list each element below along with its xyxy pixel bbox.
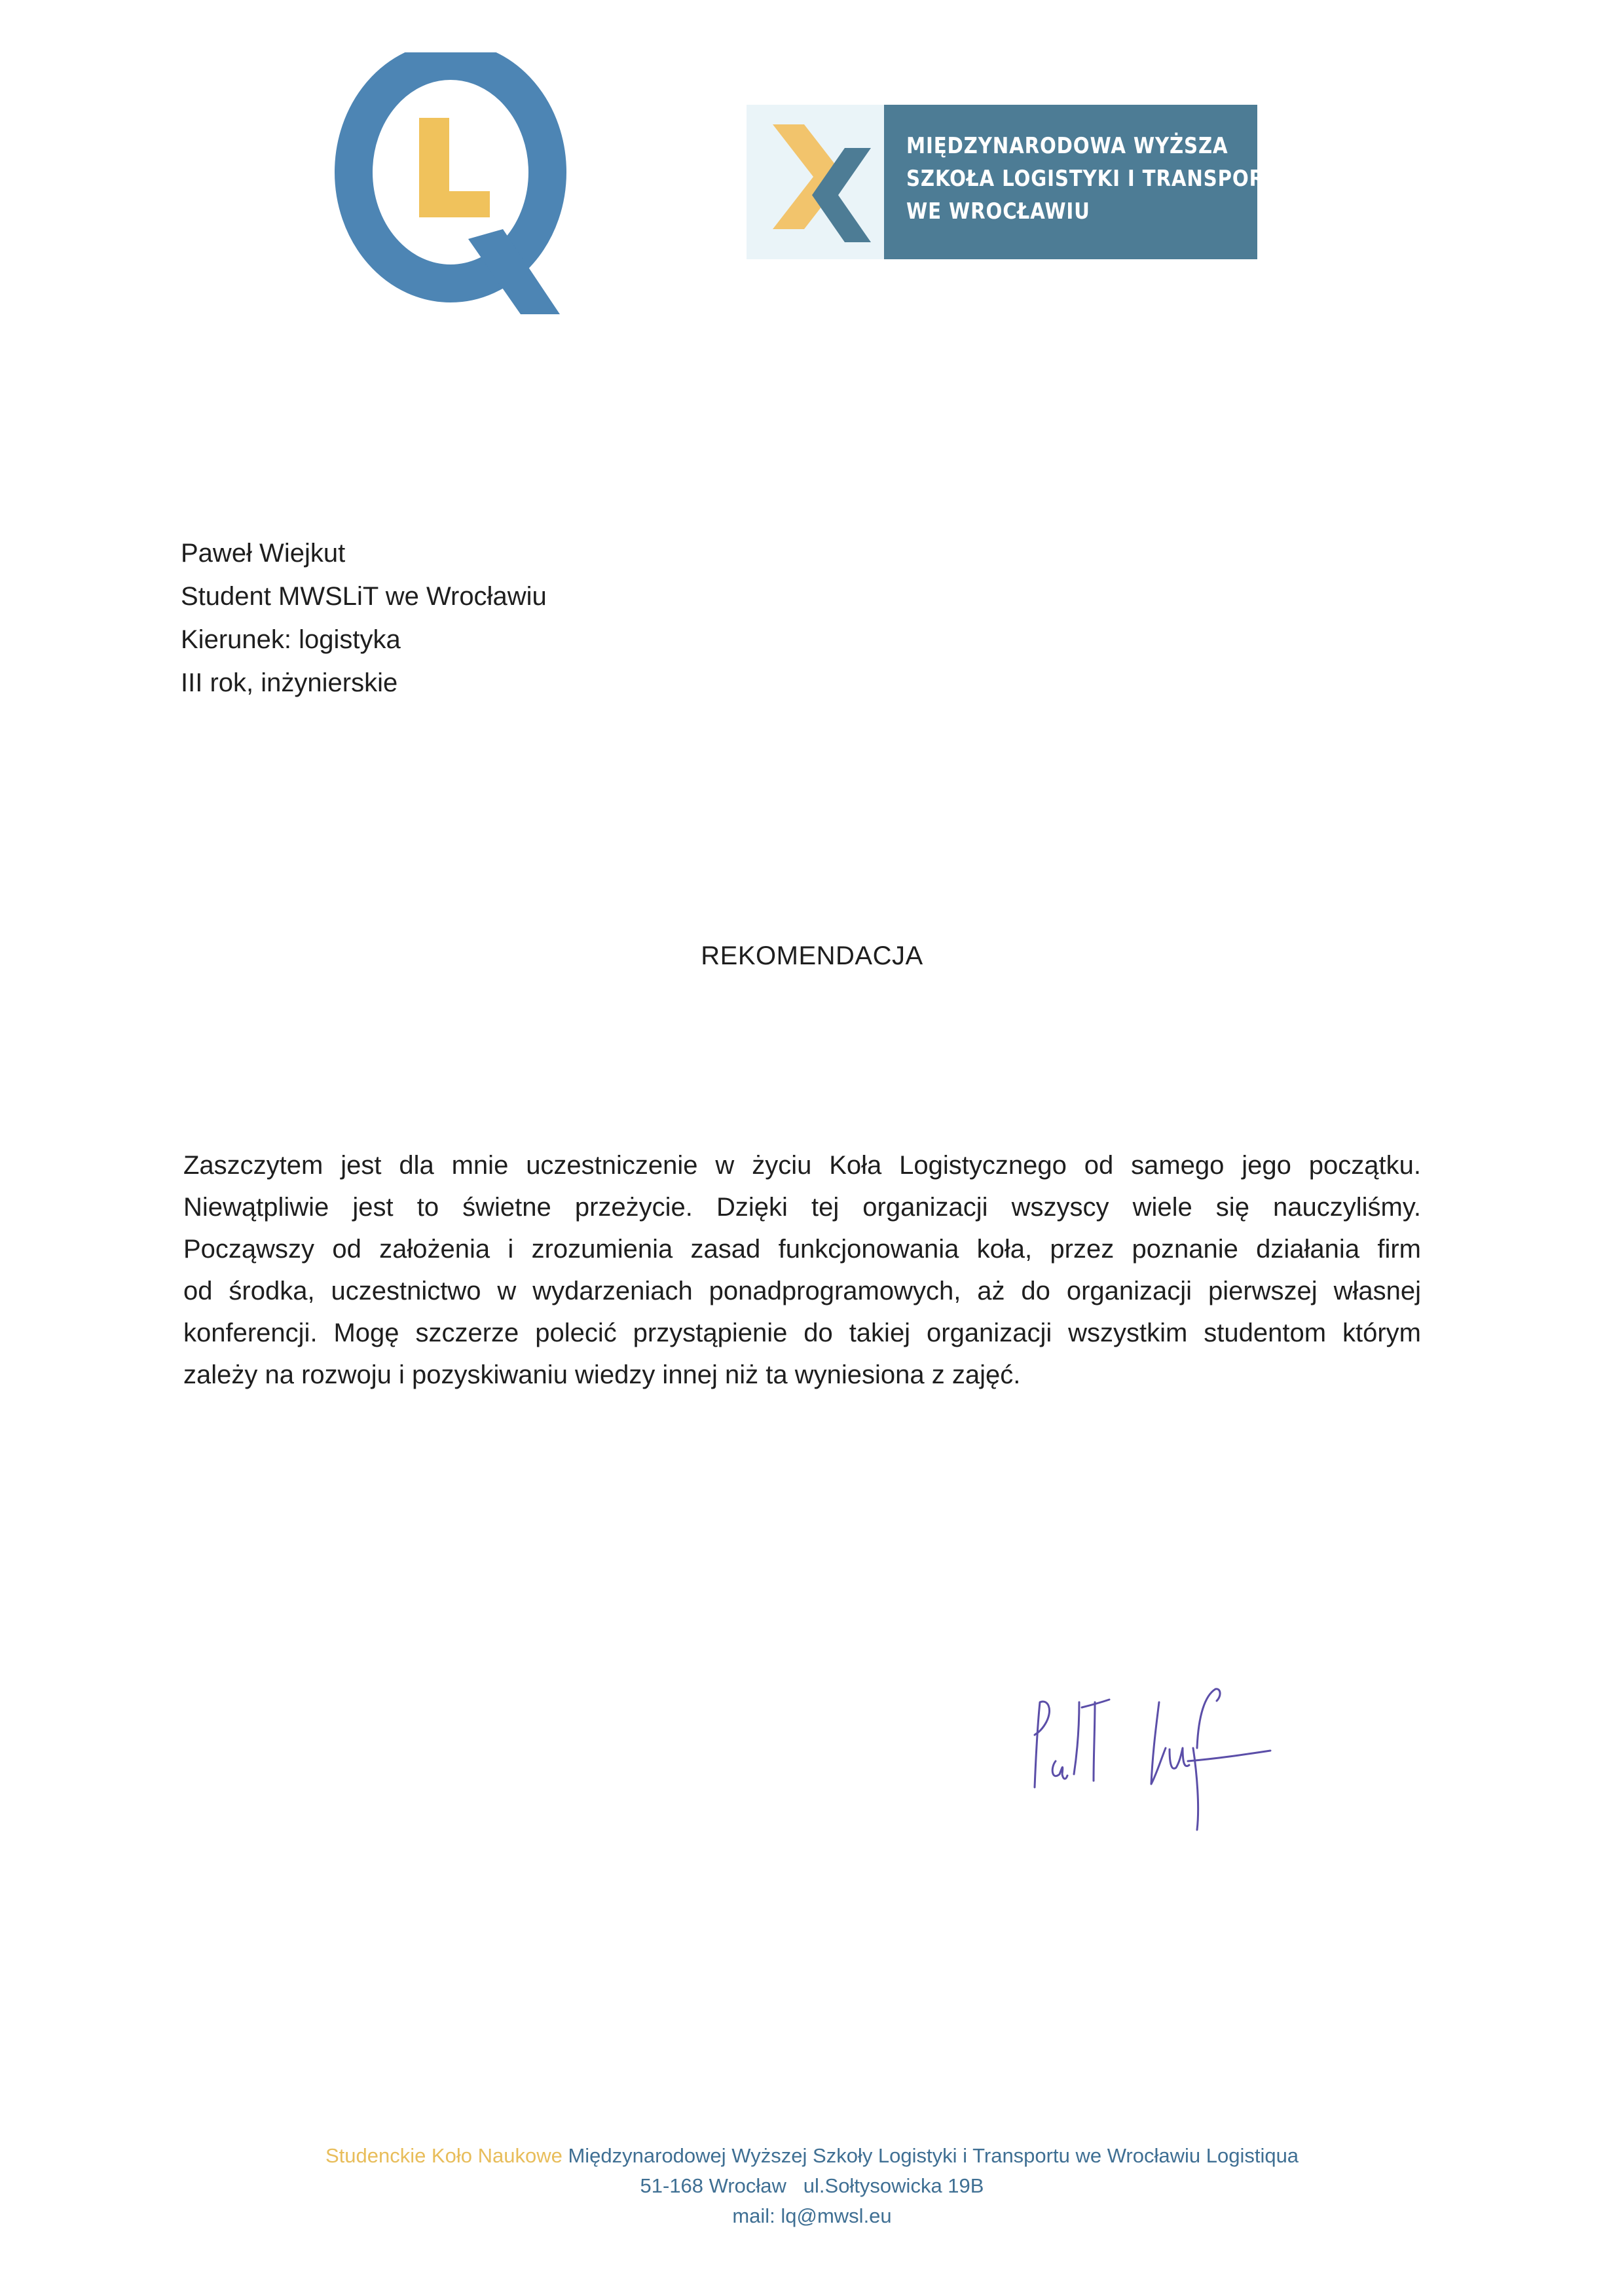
body-line: konferencji. Mogę szczerze polecić przystąpienie do takiej organizacji wszystkim studentom którym [183, 1319, 1421, 1347]
recipient-year: III rok, inżynierskie [181, 668, 398, 697]
handwritten-signature [1022, 1676, 1310, 1846]
chevron-arrows-icon [747, 105, 884, 259]
document-title: REKOMENDACJA [701, 941, 923, 970]
body-line: od środka, uczestnictwo w wydarzeniach ponadprogramowych, aż do organizacji pierwszej własnej [183, 1277, 1421, 1305]
recipient-name: Paweł Wiejkut [181, 539, 346, 568]
letter-body [183, 1144, 1421, 1396]
recipient-block [181, 532, 547, 704]
university-name-line-2: SZKOŁA LOGISTYKI I TRANSPORTU [906, 166, 1294, 192]
university-name-line-3: WE WROCŁAWIU [906, 198, 1090, 225]
recipient-field: Kierunek: logistyka [181, 625, 401, 654]
body-line: zależy na rozwoju i pozyskiwaniu wiedzy innej niż ta wyniesiona z zajęć. [183, 1360, 1021, 1389]
footer [0, 2141, 1624, 2231]
body-line: Począwszy od założenia i zrozumienia zasad funkcjonowania koła, przez poznanie działania firm [183, 1235, 1421, 1264]
footer-email[interactable]: mail: lq@mwsl.eu [732, 2204, 892, 2227]
footer-university-name: Międzynarodowej Wyższej Szkoły Logistyki i Transportu we Wrocławiu Logistiqua [562, 2144, 1299, 2167]
footer-club-name: Studenckie Koło Naukowe [325, 2144, 563, 2167]
footer-address: 51-168 Wrocław ul.Sołtysowicka 19B [640, 2174, 984, 2197]
body-line: Zaszczytem jest dla mnie uczestniczenie w życiu Koła Logistycznego od samego jego początku. [183, 1151, 1421, 1180]
footer-line-1 [0, 2141, 1624, 2171]
university-logo [747, 105, 1294, 259]
university-name-line-1: MIĘDZYNARODOWA WYŻSZA [906, 133, 1228, 159]
university-name [884, 105, 1294, 259]
recipient-position: Student MWSLiT we Wrocławiu [181, 582, 547, 611]
body-line: Niewątpliwie jest to świetne przeżycie. Dzięki tej organizacji wszyscy wiele się nauczyliśmy. [183, 1193, 1421, 1222]
lq-logo [334, 52, 570, 314]
